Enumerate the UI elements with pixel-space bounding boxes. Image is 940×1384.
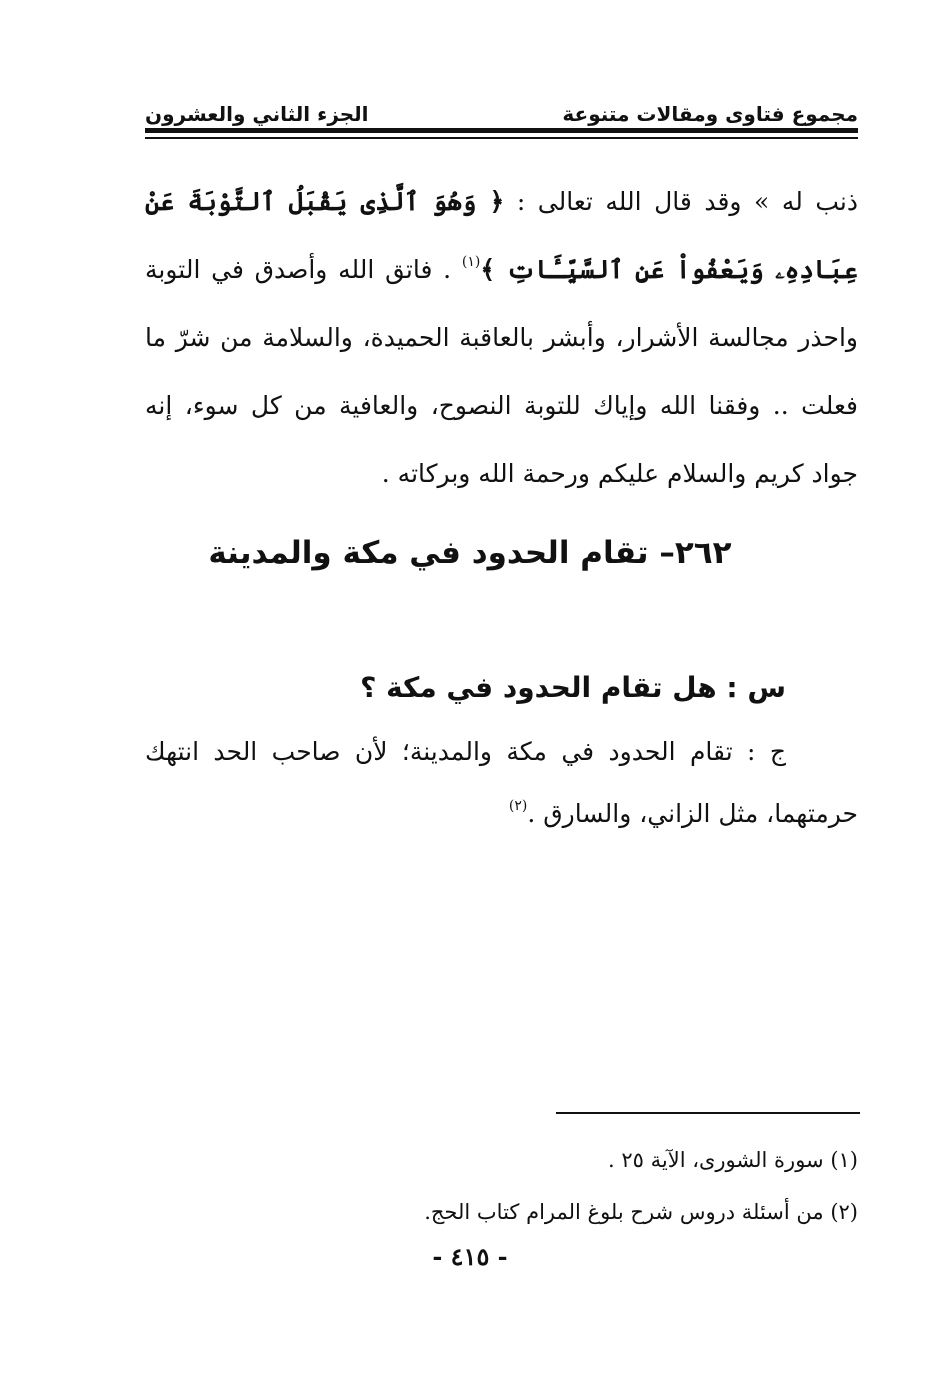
question-text: س : هل تقام الحدود في مكة ؟	[360, 671, 786, 704]
page-number: - ٤١٥ -	[432, 1242, 508, 1271]
book-title: مجموع فتاوى ومقالات متنوعة	[562, 102, 858, 126]
quran-verse: ﴿ وَهُوَ ٱلَّذِى يَقْبَلُ ٱلتَّوْبَةَ عَنْ عِبَادِهِۦ وَيَعْفُواْ عَنِ ٱلسَّيِّـَٔاتِ ﴾	[145, 187, 858, 284]
intro-paragraph	[145, 168, 858, 508]
running-header	[145, 90, 858, 126]
footnote-separator	[556, 1112, 860, 1114]
answer-paragraph	[145, 721, 858, 845]
volume-label: الجزء الثاني والعشرون	[145, 102, 369, 126]
section-heading: ٢٦٢– تقام الحدود في مكة والمدينة	[208, 535, 732, 571]
header-rule-thin	[145, 137, 858, 139]
intro-text-end: . فاتق الله وأصدق في التوبة واحذر مجالسة الأشرار، وأبشر بالعاقبة الحميدة، والسلامة من شرّ ما فعلت .. وفقنا الله وإياك للتوبة النصوح، والعافية من كل سوء، إنه جواد كريم والسلام عليكم ورحمة الله وبركاته .	[145, 255, 858, 488]
footnote-ref-2: (٢)	[508, 798, 528, 814]
footnote-ref-1: (١)	[461, 254, 481, 270]
footnote-2: (٢) من أسئلة دروس شرح بلوغ المرام كتاب الحج.	[424, 1200, 858, 1224]
footnotes	[145, 1140, 858, 1244]
question-answer	[145, 655, 858, 845]
intro-text-start: ذنب له » وقد قال الله تعالى :	[504, 187, 858, 216]
footnote-1: (١) سورة الشورى، الآية ٢٥ .	[608, 1148, 858, 1172]
header-rule-thick	[145, 128, 858, 133]
answer-text: ج : تقام الحدود في مكة والمدينة؛ لأن صاحب الحد انتهك حرمتهما، مثل الزاني، والسارق .	[145, 737, 858, 828]
